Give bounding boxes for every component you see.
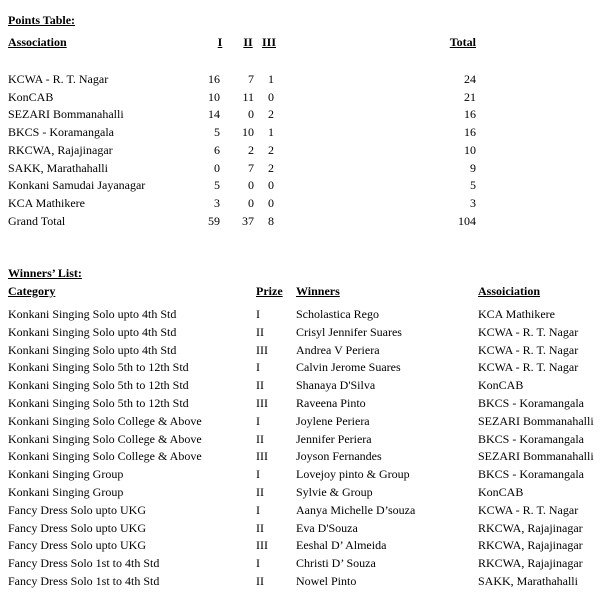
winners-row-category: Konkani Singing Solo College & Above: [8, 432, 202, 446]
winners-row-association: KonCAB: [478, 378, 524, 392]
winners-row-association: KCWA - R. T. Nagar: [478, 360, 579, 374]
winners-row-prize: I: [256, 467, 260, 481]
winners-row-winner: Christi D’ Souza: [296, 556, 376, 570]
winners-row-association: BKCS - Koramangala: [478, 467, 584, 481]
winners-row-prize: I: [256, 307, 260, 321]
points-row-third: 0: [268, 178, 274, 192]
winners-row-prize: III: [256, 343, 268, 357]
points-row-third: 2: [268, 161, 274, 175]
points-row-association: Grand Total: [8, 214, 66, 228]
points-row-total: 104: [458, 214, 476, 228]
winners-row-association: KCWA - R. T. Nagar: [478, 503, 579, 517]
points-row-association: KCWA - R. T. Nagar: [8, 72, 109, 86]
winners-row-category: Fancy Dress Solo 1st to 4th Std: [8, 574, 160, 588]
winners-row-winner: Lovejoy pinto & Group: [296, 467, 410, 481]
points-row-second: 0: [248, 178, 254, 192]
points-row-third: 0: [268, 196, 274, 210]
winners-row-category: Konkani Singing Solo 5th to 12th Std: [8, 396, 189, 410]
points-row-second: 10: [242, 125, 254, 139]
points-row-second: 7: [248, 72, 254, 86]
points-row-association: SAKK, Marathahalli: [8, 161, 108, 175]
winners-row-association: RKCWA, Rajajinagar: [478, 556, 583, 570]
winners-row-winner: Calvin Jerome Suares: [296, 360, 401, 374]
winners-row-prize: I: [256, 556, 260, 570]
winners-row-prize: I: [256, 360, 260, 374]
points-row-first: 0: [214, 161, 220, 175]
winners-row-prize: II: [256, 521, 264, 535]
winners-row-prize: II: [256, 485, 264, 499]
winners-row-association: SEZARI Bommanahalli: [478, 449, 594, 463]
winners-row-association: RKCWA, Rajajinagar: [478, 538, 583, 552]
points-row-first: 3: [214, 196, 220, 210]
points-row-first: 59: [208, 214, 220, 228]
winners-row-category: Fancy Dress Solo upto UKG: [8, 538, 146, 552]
winners-row-association: BKCS - Koramangala: [478, 432, 584, 446]
points-row-total: 21: [464, 90, 476, 104]
winners-row-association: RKCWA, Rajajinagar: [478, 521, 583, 535]
points-row-total: 24: [464, 72, 476, 86]
winners-row-prize: III: [256, 396, 268, 410]
points-row-second: 37: [242, 214, 254, 228]
points-row-second: 7: [248, 161, 254, 175]
points-row-first: 10: [208, 90, 220, 104]
points-row-second: 2: [248, 143, 254, 157]
winners-row-winner: Eeshal D’ Almeida: [296, 538, 387, 552]
winners-row-category: Fancy Dress Solo 1st to 4th Std: [8, 556, 160, 570]
points-row-association: BKCS - Koramangala: [8, 125, 114, 139]
winners-row-category: Konkani Singing Solo 5th to 12th Std: [8, 360, 189, 374]
points-row-total: 16: [464, 125, 476, 139]
points-row-third: 1: [268, 125, 274, 139]
points-row-third: 2: [268, 107, 274, 121]
points-row-second: 0: [248, 107, 254, 121]
winners-header-prize: Prize: [256, 284, 283, 298]
points-row-total: 10: [464, 143, 476, 157]
points-row-association: Konkani Samudai Jayanagar: [8, 178, 146, 192]
winners-row-prize: I: [256, 503, 260, 517]
points-row-association: SEZARI Bommanahalli: [8, 107, 124, 121]
winners-row-category: Konkani Singing Solo College & Above: [8, 414, 202, 428]
winners-row-prize: I: [256, 414, 260, 428]
winners-row-prize: II: [256, 574, 264, 588]
winners-row-winner: Shanaya D'Silva: [296, 378, 376, 392]
winners-row-winner: Joylene Periera: [296, 414, 370, 428]
points-row-third: 2: [268, 143, 274, 157]
winners-row-winner: Jennifer Periera: [296, 432, 372, 446]
winners-row-category: Konkani Singing Solo upto 4th Std: [8, 325, 177, 339]
winners-row-winner: Sylvie & Group: [296, 485, 373, 499]
points-row-total: 9: [470, 161, 476, 175]
points-row-third: 0: [268, 90, 274, 104]
points-row-third: 8: [268, 214, 274, 228]
winners-row-category: Konkani Singing Group: [8, 467, 124, 481]
points-row-third: 1: [268, 72, 274, 86]
winners-row-winner: Aanya Michelle D’souza: [296, 503, 416, 517]
winners-row-prize: III: [256, 449, 268, 463]
winners-row-prize: II: [256, 432, 264, 446]
winners-row-category: Konkani Singing Group: [8, 485, 124, 499]
points-row-total: 5: [470, 178, 476, 192]
winners-row-association: KonCAB: [478, 485, 524, 499]
points-row-total: 3: [470, 196, 476, 210]
points-row-association: RKCWA, Rajajinagar: [8, 143, 113, 157]
points-header-second: II: [243, 35, 253, 49]
winners-row-prize: II: [256, 325, 264, 339]
winners-row-winner: Andrea V Periera: [296, 343, 380, 357]
winners-row-association: KCWA - R. T. Nagar: [478, 343, 579, 357]
points-header-first: I: [217, 35, 223, 49]
winners-list-title: Winners’ List:: [8, 266, 82, 280]
winners-row-category: Fancy Dress Solo upto UKG: [8, 503, 146, 517]
points-table-title: Points Table:: [8, 13, 76, 27]
winners-header-category: Category: [8, 284, 56, 298]
winners-header-association: Assoiciation: [478, 284, 541, 298]
points-row-first: 14: [208, 107, 220, 121]
winners-row-category: Konkani Singing Solo upto 4th Std: [8, 343, 177, 357]
winners-row-category: Fancy Dress Solo upto UKG: [8, 521, 146, 535]
winners-row-winner: Scholastica Rego: [296, 307, 379, 321]
points-row-total: 16: [464, 107, 476, 121]
points-row-association: KCA Mathikere: [8, 196, 85, 210]
points-row-first: 16: [208, 72, 220, 86]
points-row-second: 0: [248, 196, 254, 210]
points-row-second: 11: [242, 90, 254, 104]
winners-row-winner: Crisyl Jennifer Suares: [296, 325, 402, 339]
winners-row-category: Konkani Singing Solo College & Above: [8, 449, 202, 463]
winners-row-association: SEZARI Bommanahalli: [478, 414, 594, 428]
points-header-association: Association: [8, 35, 67, 49]
winners-row-association: BKCS - Koramangala: [478, 396, 584, 410]
winners-row-winner: Nowel Pinto: [296, 574, 357, 588]
points-header-third: III: [261, 35, 276, 49]
points-row-association: KonCAB: [8, 90, 54, 104]
winners-row-winner: Joyson Fernandes: [296, 449, 382, 463]
winners-row-winner: Raveena Pinto: [296, 396, 366, 410]
points-header-total: Total: [449, 35, 476, 49]
points-row-first: 6: [214, 143, 220, 157]
winners-row-association: SAKK, Marathahalli: [478, 574, 578, 588]
points-row-first: 5: [214, 125, 220, 139]
winners-row-association: KCWA - R. T. Nagar: [478, 325, 579, 339]
winners-header-winners: Winners: [296, 284, 340, 298]
points-row-first: 5: [214, 178, 220, 192]
winners-row-category: Konkani Singing Solo 5th to 12th Std: [8, 378, 189, 392]
winners-row-association: KCA Mathikere: [478, 307, 555, 321]
winners-row-category: Konkani Singing Solo upto 4th Std: [8, 307, 177, 321]
winners-row-prize: II: [256, 378, 264, 392]
winners-row-winner: Eva D'Souza: [296, 521, 358, 535]
winners-row-prize: III: [256, 538, 268, 552]
